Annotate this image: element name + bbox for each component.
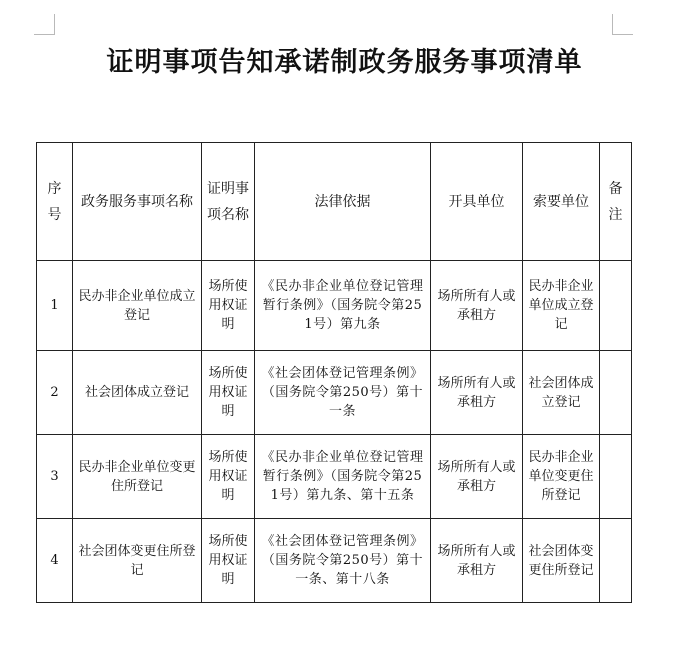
- cell-legal-basis: 《民办非企业单位登记管理暂行条例》（国务院令第251号）第九条: [255, 261, 431, 351]
- table-header-row: [37, 143, 632, 261]
- document-title: 证明事项告知承诺制政务服务事项清单: [106, 47, 583, 78]
- page-corner-mark-right: [612, 14, 633, 35]
- cell-service-name: 社会团体成立登记: [73, 351, 202, 435]
- cell-service-name: 民办非企业单位变更住所登记: [73, 435, 202, 519]
- cell-remarks: [600, 261, 632, 351]
- table-row: [37, 519, 632, 603]
- cell-requester: 社会团体变更住所登记: [523, 519, 600, 603]
- header-legal-basis: 法律依据: [255, 143, 431, 261]
- cell-remarks: [600, 435, 632, 519]
- cell-requester: 民办非企业单位成立登记: [523, 261, 600, 351]
- header-issuer: 开具单位: [431, 143, 523, 261]
- cell-cert-name: 场所使用权证明: [202, 261, 255, 351]
- header-seq: 序号: [37, 143, 73, 261]
- cell-cert-name: 场所使用权证明: [202, 435, 255, 519]
- cell-service-name: 社会团体变更住所登记: [73, 519, 202, 603]
- header-cert-name: 证明事项名称: [202, 143, 255, 261]
- table-row: [37, 261, 632, 351]
- cell-requester: 民办非企业单位变更住所登记: [523, 435, 600, 519]
- cell-legal-basis: 《社会团体登记管理条例》（国务院令第250号）第十一条: [255, 351, 431, 435]
- cell-issuer: 场所所有人或承租方: [431, 435, 523, 519]
- cell-issuer: 场所所有人或承租方: [431, 351, 523, 435]
- header-service-name: 政务服务事项名称: [73, 143, 202, 261]
- cell-requester: 社会团体成立登记: [523, 351, 600, 435]
- cell-remarks: [600, 519, 632, 603]
- header-remarks: 备注: [600, 143, 632, 261]
- header-requester: 索要单位: [523, 143, 600, 261]
- cell-cert-name: 场所使用权证明: [202, 351, 255, 435]
- cell-issuer: 场所所有人或承租方: [431, 519, 523, 603]
- cell-seq: 3: [37, 435, 73, 519]
- cell-seq: 2: [37, 351, 73, 435]
- cell-issuer: 场所所有人或承租方: [431, 261, 523, 351]
- table-row: [37, 351, 632, 435]
- cell-service-name: 民办非企业单位成立登记: [73, 261, 202, 351]
- cell-seq: 4: [37, 519, 73, 603]
- cell-legal-basis: 《民办非企业单位登记管理暂行条例》（国务院令第251号）第九条、第十五条: [255, 435, 431, 519]
- cell-cert-name: 场所使用权证明: [202, 519, 255, 603]
- cell-legal-basis: 《社会团体登记管理条例》（国务院令第250号）第十一条、第十八条: [255, 519, 431, 603]
- service-list-table: [36, 142, 632, 603]
- page-corner-mark-left: [34, 14, 55, 35]
- cell-remarks: [600, 351, 632, 435]
- cell-seq: 1: [37, 261, 73, 351]
- table-row: [37, 435, 632, 519]
